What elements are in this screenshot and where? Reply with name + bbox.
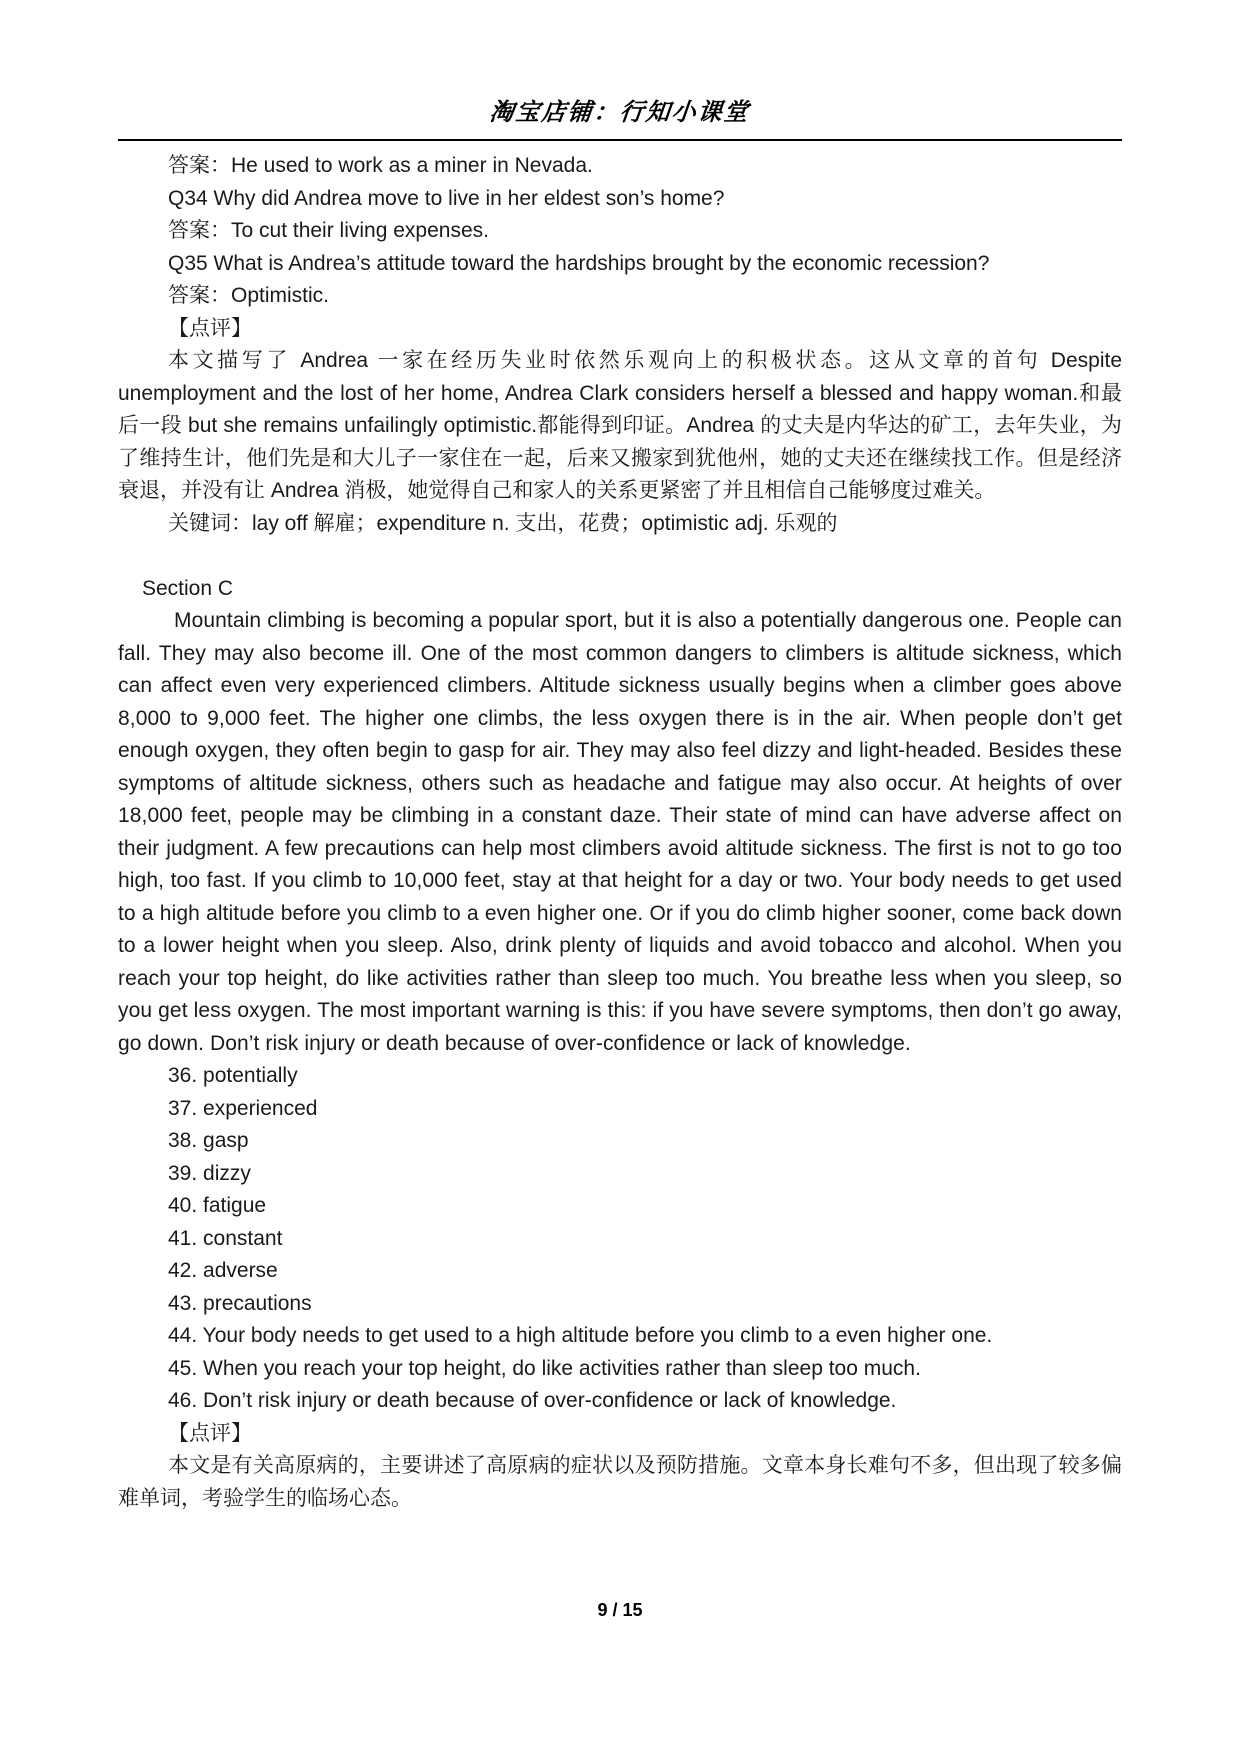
- review-body: 本文是有关高原病的，主要讲述了高原病的症状以及预防措施。文章本身长难句不多，但出现了较多偏难单词，考验学生的临场心态。: [118, 1454, 1122, 1510]
- page-header-title: 淘宝店铺：行知小课堂: [488, 98, 752, 126]
- answer-q34: 答案：To cut their living expenses.: [168, 219, 489, 242]
- question-q35: Q35 What is Andrea’s attitude toward the hardships brought by the economic recession?: [168, 251, 990, 275]
- answer-item: 44. Your body needs to get used to a high altitude before you climb to a even higher one.: [168, 1324, 993, 1347]
- page-content: [118, 150, 1122, 1515]
- answer-item: 36. potentially: [168, 1064, 298, 1087]
- answer-item: 46. Don’t risk injury or death because of over-confidence or lack of knowledge.: [168, 1389, 897, 1412]
- question-q34: Q34 Why did Andrea move to live in her eldest son’s home?: [168, 186, 725, 210]
- section-title: Section C: [142, 576, 234, 600]
- answer-item: 45. When you reach your top height, do like activities rather than sleep too much.: [168, 1356, 921, 1380]
- answer-q35: 答案：Optimistic.: [168, 284, 330, 307]
- header-divider: [118, 139, 1122, 141]
- qa-block: [118, 150, 1122, 313]
- answer-item: 42. adverse: [168, 1259, 278, 1282]
- answer-item: 41. constant: [168, 1226, 283, 1250]
- review-body: 本文描写了 Andrea 一家在经历失业时依然乐观向上的积极状态。这从文章的首句 Despite unemployment and the lost of her home, Andrea Clark considers herself a blessed and happy woman.和最后一段 but she remains unfailingly optimistic.都能得到印证。Andrea 的丈夫是内华达的矿工，去年失业，为了维持生计，他们先是和大儿子一家住在一起，后来又搬家到犹他州，她的丈夫还在继续找工作。但是经济衰退，并没有让 Andrea 消极，她觉得自己和家人的关系更紧密了并且相信自己能够度过难关。: [118, 349, 1122, 502]
- review-heading: 【点评】: [168, 316, 252, 340]
- section-c: [118, 573, 1122, 1418]
- spacer: [118, 540, 1122, 573]
- answer-item: 37. experienced: [168, 1096, 318, 1120]
- answer-item: 43. precautions: [168, 1291, 312, 1315]
- page-number: 9 / 15: [597, 1600, 643, 1620]
- answer-list: [118, 1060, 1122, 1418]
- review-section-2: [118, 1418, 1122, 1516]
- answer-item: 38. gasp: [168, 1129, 249, 1152]
- review-heading: 【点评】: [168, 1421, 252, 1445]
- review-section-1: [118, 313, 1122, 541]
- keywords-line: 关键词：lay off 解雇；expenditure n. 支出，花费；optimistic adj. 乐观的: [168, 511, 838, 535]
- section-c-passage: Mountain climbing is becoming a popular sport, but it is also a potentially dangerous one. People can fall. They may also become ill. One of the most common dangers to climbers is altitude sickness, which can affect even very experienced climbers. Altitude sickness usually begins when a climber goes above 8,000 to 9,000 feet. The higher one climbs, the less oxygen there is in the air. When people don’t get enough oxygen, they often begin to gasp for air. They may also feel dizzy and light-headed. Besides these symptoms of altitude sickness, others such as headache and fatigue may also occur. At heights of over 18,000 feet, people may be climbing in a constant daze. Their state of mind can have adverse affect on their judgment. A few precautions can help most climbers avoid altitude sickness. The first is not to go too high, too fast. If you climb to 10,000 feet, stay at that height for a day or two. Your body needs to get used to a high altitude before you climb to a even higher one. Or if you do climb higher sooner, come back down to a lower height when you sleep. Also, drink plenty of liquids and avoid tobacco and alcohol. When you reach your top height, do like activities rather than sleep too much. You breathe less when you sleep, so you get less oxygen. The most important warning is this: if you have severe symptoms, then don’t go away, go down. Don’t risk injury or death because of over-confidence or lack of knowledge.: [118, 609, 1122, 1055]
- answer-q33: 答案：He used to work as a miner in Nevada.: [168, 154, 593, 177]
- answer-item: 39. dizzy: [168, 1161, 251, 1185]
- answer-item: 40. fatigue: [168, 1194, 267, 1217]
